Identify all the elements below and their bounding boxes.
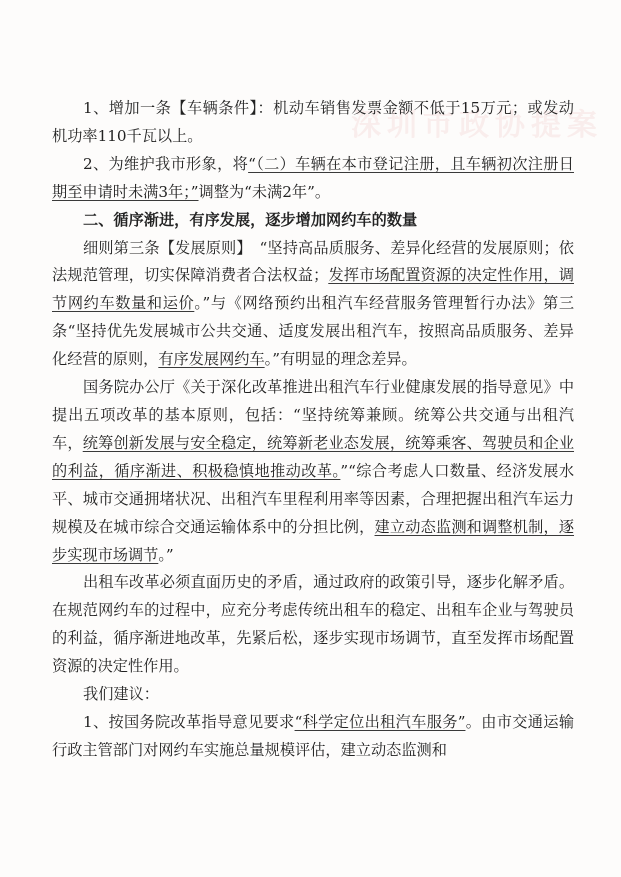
text-run: 1、按国务院改革指导意见要求: [83, 712, 295, 731]
red-stamp-watermark: 深圳市政协提案: [351, 108, 603, 143]
underlined-text: “（二）车辆在本市登记注册，且车辆初次注册日期至申请时未满3年；”: [52, 154, 574, 201]
underlined-text: “科学定位出租汽车服务”: [294, 712, 466, 731]
paragraph: [52, 151, 574, 207]
paragraph: [52, 95, 574, 151]
text-run: 。”有明显的理念差异。: [264, 350, 417, 369]
text-run: 细则第三条【发展原则】 “坚持高品质服务、差异化经营的发展原则；依法规范管理，切实保障消费者合法权益；: [52, 238, 574, 285]
text-run: 1、增加一条【车辆条件】：机动车销售发票金额不低于15万元；或发动机功率110千瓦以上。: [52, 99, 574, 145]
text-run: 调整为“未满2年”。: [198, 182, 331, 201]
text-run: 我们建议：: [83, 685, 159, 704]
text-run: 2、为维护我市形象，将: [83, 154, 249, 173]
underlined-text: 统筹创新发展与安全稳定，统筹新老业态发展，统筹乘客、驾驶员和企业的利益，循序渐进、积极稳慎地推动改革。: [52, 433, 575, 480]
text-run: 。”与《网络预约出租汽车经营服务管理暂行办法》第三条“坚持优先发展城市公共交通、适度发展出租汽车，按照高品质服务、差异化经营的原则，: [52, 294, 575, 369]
text-run: 。”: [158, 545, 174, 564]
text-run: 。由市交通运输行政主管部门对网约车实施总量规模评估，建立动态监测和: [52, 712, 575, 759]
paragraph: [52, 569, 574, 681]
paragraph: [52, 374, 574, 569]
underlined-text: 发挥市场配置资源的决定性作用，调节网约车数量和运价: [52, 266, 575, 313]
text-run: 出租车改革必须直面历史的矛盾，通过政府的政策引导，逐步化解矛盾。在规范网约车的过程中，应充分考虑传统出租车的稳定、出租车企业与驾驶员的利益，循序渐进地改革，先紧后松，逐步实现市场调节，直至发挥市场配置资源的决定性作用。: [52, 573, 574, 676]
section-heading: [52, 207, 574, 235]
text-run: 二、循序渐进，有序发展，逐步增加网约车的数量: [83, 210, 418, 229]
underlined-text: 有序发展网约车: [158, 350, 265, 369]
paragraph: [52, 681, 574, 709]
text-run: 国务院办公厅《关于深化改革推进出租汽车行业健康发展的指导意见》中提出五项改革的基本原则，包括：“坚持统筹兼顾。统筹公共交通与出租汽车，: [52, 378, 574, 452]
paragraph: [52, 235, 574, 375]
text-run: ”“综合考虑人口数量、经济发展水平、城市交通拥堵状况、出租汽车里程利用率等因素，合理把握出租汽车运力规模及在城市综合交通运输体系中的分担比例，: [52, 461, 575, 536]
underlined-text: 建立动态监测和调整机制，逐步实现市场调节: [52, 517, 575, 564]
document-body: [52, 95, 574, 765]
paragraph: [52, 709, 574, 765]
